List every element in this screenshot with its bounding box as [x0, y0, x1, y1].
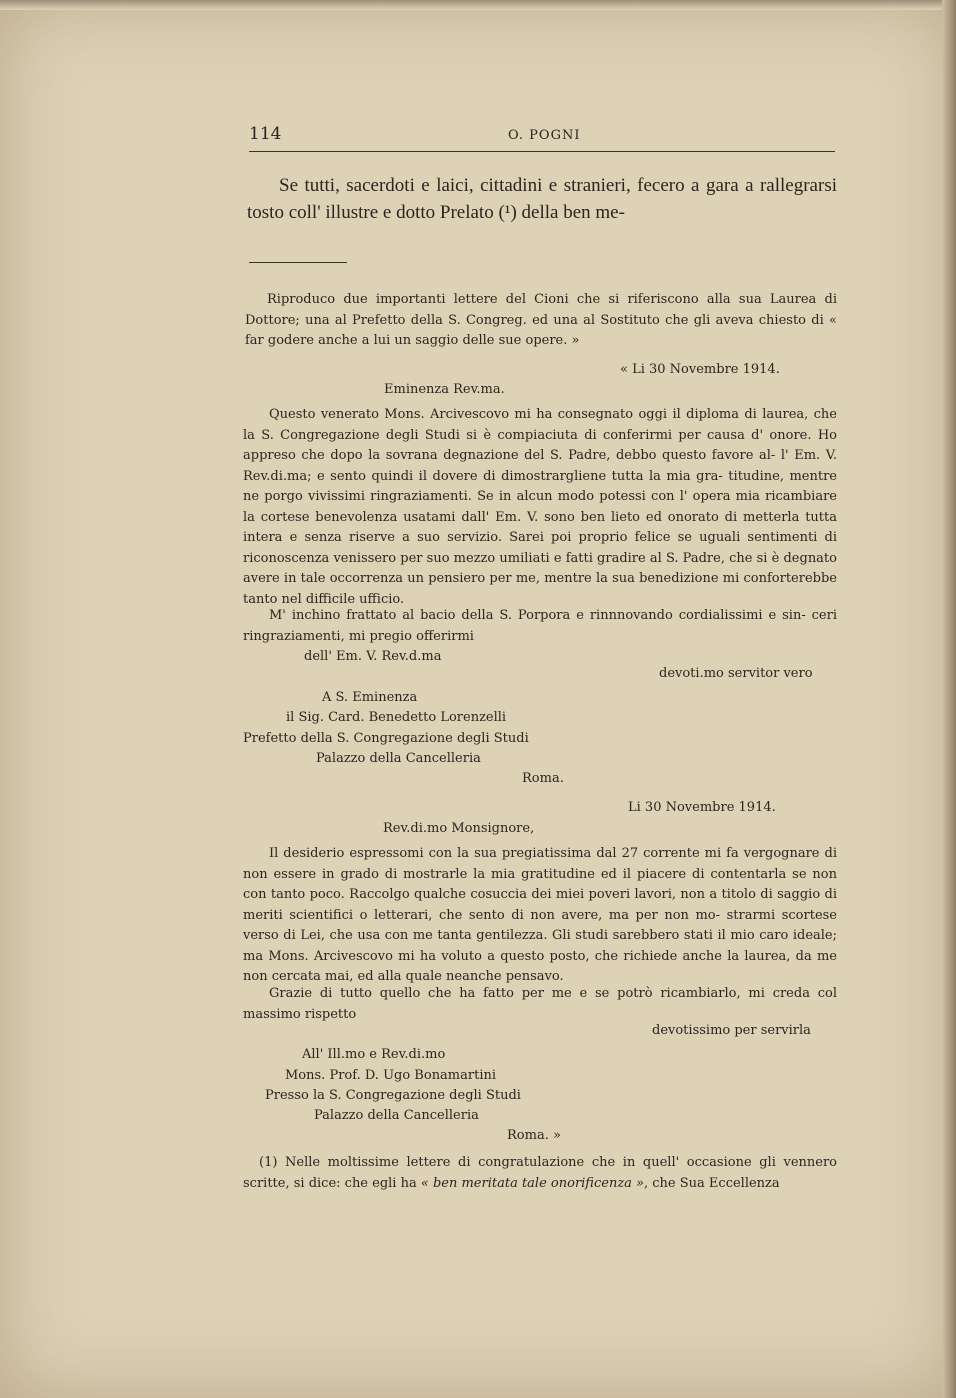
letter2-thanks: Grazie di tutto quello che ha fatto per me e se potrò ricambiarlo, mi creda col massimo rispetto [243, 986, 837, 1022]
letter1-body: Questo venerato Mons. Arcivescovo mi ha consegnato oggi il diploma di laurea, che la S. Congregazione degli Studi si è compiaciuta di conferirmi per causa d' onore. Ho appreso che dopo la sovrana degnazione del S. Padre, debbo questo favore al- l' Em. V. Rev.di.ma; e sento quindi il dovere di dimostrargliene tutta la mia gra- titudine, mentre ne porgo vivissimi ringraziamenti. Se in alcun modo potessi con l' opera mia ricambiare la cortese benevolenza usatami dall' Em. V. sono ben lieto ed onorato di metterla tutta intera e senza riserve a suo servizio. Sarei poi proprio felice se uguali sentimenti di riconoscenza venissero per suo mezzo umiliati e fatti gradire al S. Padre, che si è degnato avere in tale occorrenza un pensiero per me, mentre la sua benedizione mi conforterebbe tanto nel difficile ufficio. [243, 407, 837, 607]
footnote-1-quote: « ben meritata tale onorificenza » [420, 1175, 645, 1191]
letter2-address-line: Roma. » [507, 1128, 561, 1143]
letter2-address-line: All' Ill.mo e Rev.di.mo [302, 1047, 446, 1062]
letter2-address-line: Palazzo della Cancelleria [314, 1108, 479, 1123]
letter2-address-line: Presso la S. Congregazione degli Studi [265, 1088, 521, 1103]
letter2-signoff: devotissimo per servirla [652, 1023, 811, 1038]
letter1-salutation: Eminenza Rev.ma. [384, 382, 505, 397]
letter1-date: « Li 30 Novembre 1914. [620, 362, 780, 377]
page-number: 114 [249, 124, 282, 144]
letters-intro: Riproduco due importanti lettere del Cioni che si riferiscono alla sua Laurea di Dottore; una al Prefetto della S. Congreg. ed una al Sostituto che gli aveva chiesto di « far godere anche a lui un saggio delle sue opere. » [245, 292, 837, 348]
letter1-address-line: A S. Eminenza [322, 690, 418, 705]
letter1-closing: M' inchino frattato al bacio della S. Porpora e rinnnovando cordialissimi e sin- ceri ringraziamenti, mi pregio offerirmi [243, 608, 837, 644]
running-head [249, 124, 835, 152]
letter1-signoff: devoti.mo servitor vero [659, 666, 813, 681]
header-rule [249, 151, 835, 152]
letter1-closing-line: dell' Em. V. Rev.d.ma [304, 649, 442, 664]
footnote-1-tail: , che Sua Eccellenza [644, 1175, 780, 1191]
letter2-salutation: Rev.di.mo Monsignore, [383, 821, 535, 836]
page-top-edge [0, 0, 956, 10]
letter2-body: Il desiderio espressomi con la sua pregiatissima dal 27 corrente mi fa vergognare di non essere in grado di mostrarle la mia gratitudine ed il piacere di contentarla se non con tanto poco. Raccolgo qualche cosuccia dei miei poveri lavori, non a titolo di saggio di meriti scientifici o letterari, che sento di non avere, ma per non mo- strarmi scortese verso di Lei, che usa con me tanta gentilezza. Gli studi sarebbero stati il mio caro ideale; ma Mons. Arcivescovo mi ha voluto a questo posto, che richiede anche la laurea, da me non cercata mai, ed alla quale neanche pensavo. [243, 846, 837, 984]
page-right-edge [942, 0, 956, 1398]
footnote-rule [249, 262, 347, 263]
letter1-address-line: il Sig. Card. Benedetto Lorenzelli [286, 710, 507, 725]
letter1-address-line: Roma. [522, 771, 564, 786]
running-title: O. POGNI [508, 128, 581, 143]
letter2-address-line: Mons. Prof. D. Ugo Bonamartini [285, 1068, 497, 1083]
letter1-address-line: Prefetto della S. Congregazione degli Studi [243, 731, 529, 746]
footnote-1-lead: (1) Nelle moltissime lettere di congratulazione che in quell' occasione gli vennero scritte, si dice: che egli ha [243, 1155, 837, 1191]
letter2-date: Li 30 Novembre 1914. [628, 800, 776, 815]
main-paragraph: Se tutti, sacerdoti e laici, cittadini e stranieri, fecero a gara a rallegrarsi tosto coll' illustre e dotto Prelato (¹) della ben me- [247, 175, 837, 223]
footnote-1 [243, 1153, 837, 1194]
letter1-address-line: Palazzo della Cancelleria [316, 751, 481, 766]
